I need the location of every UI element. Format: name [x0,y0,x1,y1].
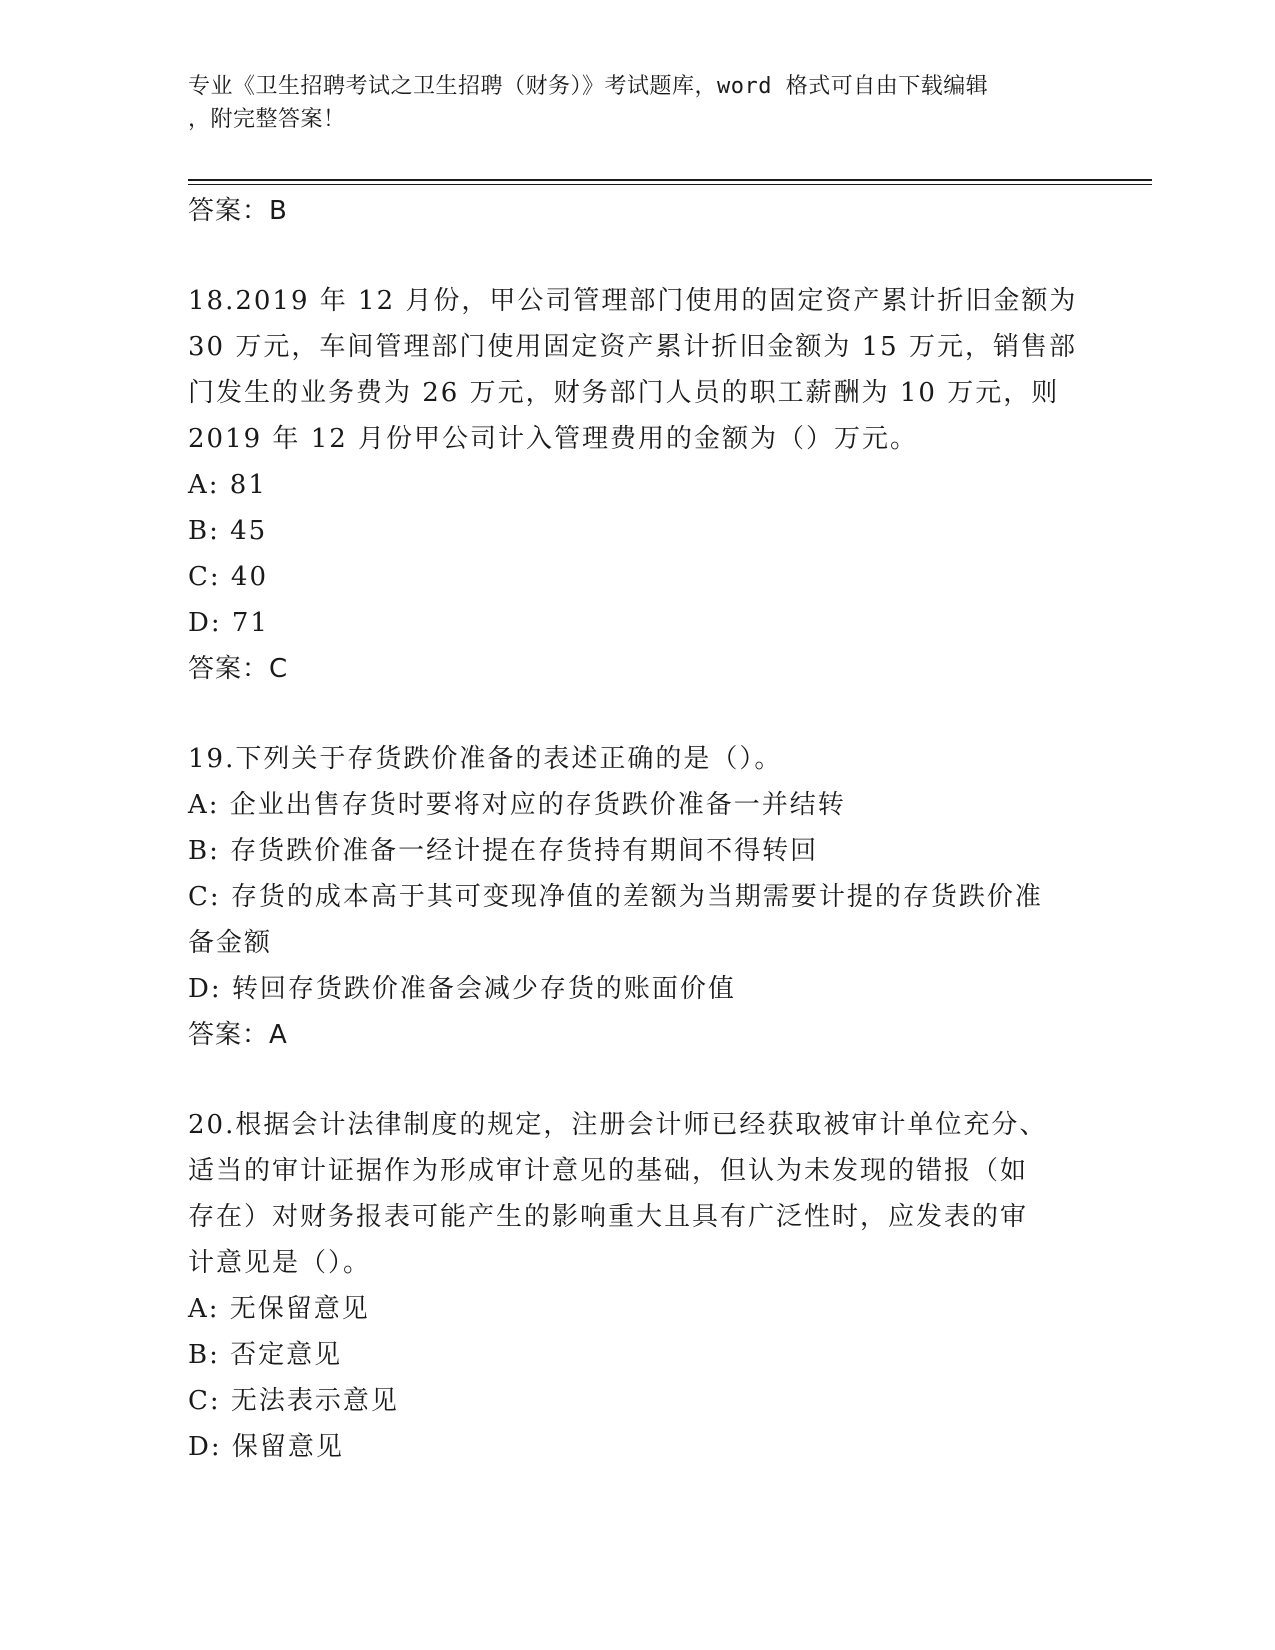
question-18 [188,278,1088,692]
answer-line: 答案：B [188,196,288,226]
option-b: B: 45 [188,516,268,546]
option-a: A: 81 [188,470,267,500]
option-a: A: 无保留意见 [188,1294,370,1324]
option-a: A: 企业出售存货时要将对应的存货跌价准备一并结转 [188,790,846,820]
question-stem-line: 19.下列关于存货跌价准备的表述正确的是（）。 [188,744,783,774]
header-divider-thin [188,184,1152,185]
spacer [188,234,1088,278]
option-b: B: 存货跌价准备一经计提在存货持有期间不得转回 [188,836,819,866]
question-stem-line: 适当的审计证据作为形成审计意见的基础，但认为未发现的错报（如 [188,1156,1029,1186]
question-20 [188,1102,1088,1470]
option-d: D: 转回存货跌价准备会减少存货的账面价值 [188,974,736,1004]
option-d: D: 保留意见 [188,1432,344,1462]
question-stem-line: 门发生的业务费为 26 万元，财务部门人员的职工薪酬为 10 万元，则 [188,378,1060,408]
question-stem-line: 18.2019 年 12 月份，甲公司管理部门使用的固定资产累计折旧金额为 [188,286,1078,316]
header-divider-thick [188,179,1152,181]
question-stem-line: 30 万元，车间管理部门使用固定资产累计折旧金额为 15 万元，销售部 [188,332,1077,362]
document-header [188,70,1088,136]
question-content [188,188,1088,1470]
option-c: C: 无法表示意见 [188,1386,399,1416]
question-stem-line: 20.根据会计法律制度的规定，注册会计师已经获取被审计单位充分、 [188,1110,1048,1140]
header-line-2: ，附完整答案！ [188,107,346,132]
option-b: B: 否定意见 [188,1340,343,1370]
spacer [188,692,1088,736]
option-d: D: 71 [188,608,269,638]
option-c: C: 40 [188,562,269,592]
question-stem-line: 2019 年 12 月份甲公司计入管理费用的金额为（）万元。 [188,424,919,454]
header-line-1: 专业《卫生招聘考试之卫生招聘（财务）》考试题库，word 格式可自由下载编辑 [188,74,989,99]
spacer [188,1058,1088,1102]
question-stem-line: 存在）对财务报表可能产生的影响重大且具有广泛性时，应发表的审 [188,1202,1029,1232]
question-stem-line: 计意见是（）。 [188,1248,372,1278]
answer-line: 答案：A [188,1020,288,1050]
option-c-continued: 备金额 [188,928,273,958]
question-19 [188,736,1088,1058]
answer-line: 答案：C [188,654,289,684]
option-c: C: 存货的成本高于其可变现净值的差额为当期需要计提的存货跌价准 [188,882,1043,912]
